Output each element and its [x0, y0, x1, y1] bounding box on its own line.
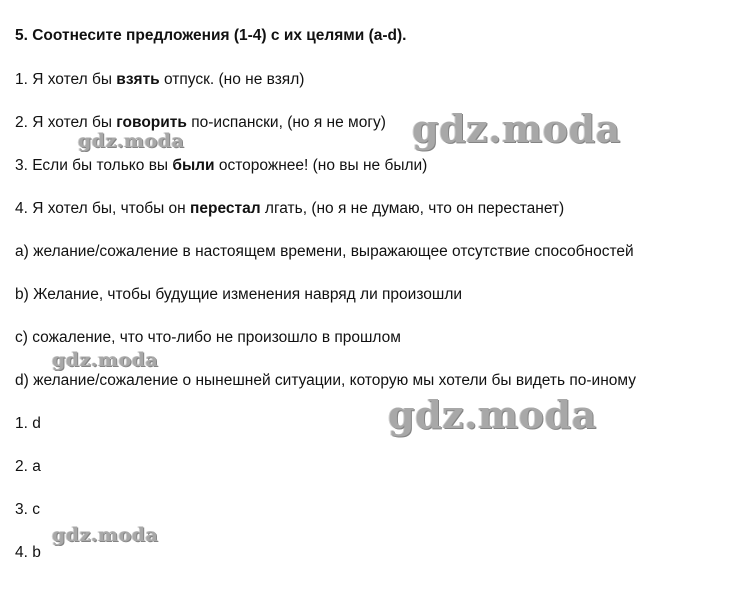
- watermark: gdz.moda: [78, 130, 185, 152]
- purpose-a: a) желание/сожаление в настоящем времени, выражающее отсутствие способностей: [15, 243, 634, 260]
- purpose-d: d) желание/сожаление о нынешней ситуации, которую мы хотели бы видеть по-иному: [15, 372, 636, 389]
- answer-1: 1. d: [15, 415, 41, 432]
- watermark: gdz.moda: [52, 349, 159, 371]
- purpose-c: c) сожаление, что что-либо не произошло в прошлом: [15, 329, 401, 346]
- answer-3: 3. c: [15, 501, 40, 518]
- sentence-3: 3. Если бы только вы были осторожнее! (но вы не были): [15, 157, 428, 174]
- purpose-b: b) Желание, чтобы будущие изменения навряд ли произошли: [15, 286, 463, 303]
- watermark: gdz.moda: [412, 106, 621, 151]
- sentence-4: 4. Я хотел бы, чтобы он перестал лгать, (но я не думаю, что он перестанет): [15, 200, 565, 217]
- sentence-1: 1. Я хотел бы взять отпуск. (но не взял): [15, 71, 305, 88]
- watermark: gdz.moda: [52, 524, 159, 546]
- answer-4: 4. b: [15, 544, 41, 561]
- watermark: gdz.moda: [388, 392, 597, 437]
- answer-2: 2. a: [15, 458, 41, 475]
- sentence-2: 2. Я хотел бы говорить по-испански, (но я не могу): [15, 114, 386, 131]
- task-title: 5. Соотнесите предложения (1-4) с их целями (a-d).: [15, 27, 407, 44]
